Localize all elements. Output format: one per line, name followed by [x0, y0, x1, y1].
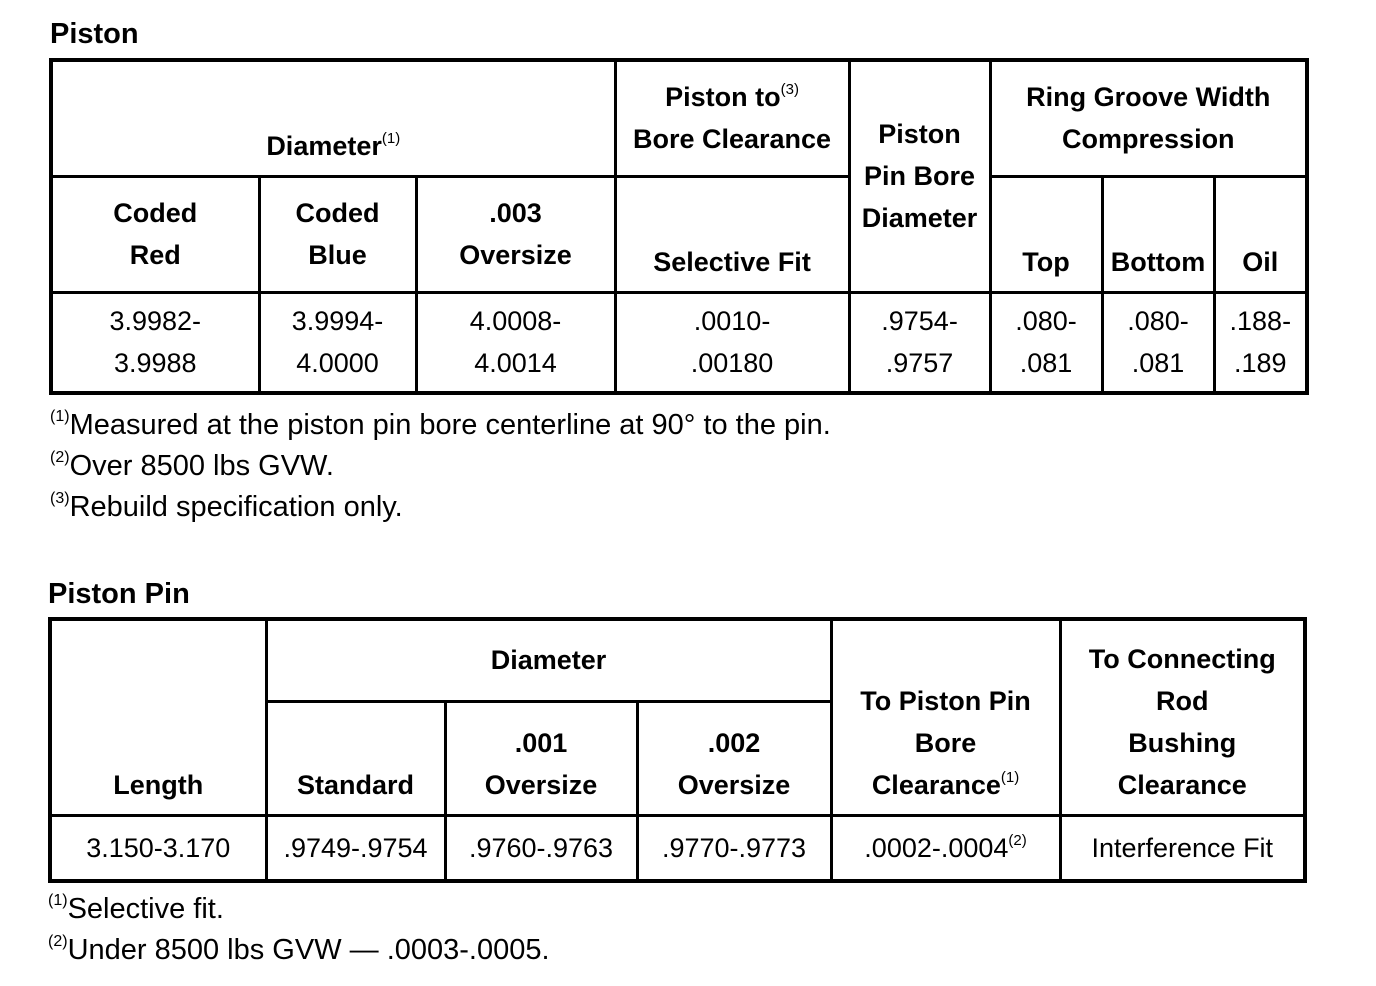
coded-blue-header: Coded Blue	[259, 176, 416, 292]
ring-bottom-header: Bottom	[1102, 176, 1214, 292]
footnote: $^{(1)}$Measured at the piston pin bore centerline at 90° to the pin.	[50, 408, 831, 441]
piston-value-row	[51, 292, 1307, 393]
standard-value: .9749-.9754	[266, 815, 445, 881]
bore-clearance-group-header: Piston $to^{(3)}$ Bore Clearance	[615, 60, 849, 176]
pin-bore-clearance-value: .0002-.0004$^{(2)}$	[831, 815, 1060, 881]
piston-pin-spec-table	[48, 617, 1307, 883]
footnote: $^{(2)}$Over 8500 lbs GVW.	[50, 449, 334, 482]
selective-fit-header: Selective Fit	[615, 176, 849, 292]
oversize-001-value: .9760-.9763	[445, 815, 637, 881]
rod-bushing-clearance-header: To Connecting Rod Bushing Clearance	[1060, 619, 1305, 815]
piston-pin-section-title: Piston Pin	[48, 578, 190, 610]
pin-bore-clearance-header: To Piston Pin Bore Clearance$^{(1)}$	[831, 619, 1060, 815]
ring-oil-header: Oil	[1214, 176, 1307, 292]
piston-footnotes	[50, 405, 831, 528]
oversize-002-header: .002 Oversize	[637, 701, 831, 815]
ring-oil-value: .188- .189	[1214, 292, 1307, 393]
selective-fit-value: .0010- .00180	[615, 292, 849, 393]
oversize-001-header: .001 Oversize	[445, 701, 637, 815]
ring-top-value: .080- .081	[990, 292, 1102, 393]
piston-section-title: Piston	[50, 18, 139, 50]
piston-spec-table	[49, 58, 1309, 395]
rod-bushing-clearance-value: Interference Fit	[1060, 815, 1305, 881]
length-value: 3.150-3.170	[50, 815, 266, 881]
coded-red-value: 3.9982- 3.9988	[51, 292, 259, 393]
ring-groove-width-header: Ring Groove Width Compression	[990, 60, 1307, 176]
oversize-003-value: 4.0008- 4.0014	[416, 292, 615, 393]
footnote: $^{(1)}$Selective fit.	[48, 892, 224, 925]
ring-bottom-value: .080- .081	[1102, 292, 1214, 393]
oversize-002-value: .9770-.9773	[637, 815, 831, 881]
oversize-003-header: .003 Oversize	[416, 176, 615, 292]
diameter-group-header: Diameter$^{(1)}$	[51, 60, 615, 176]
pin-diameter-group-header: Diameter	[266, 619, 831, 701]
coded-red-header: Coded Red	[51, 176, 259, 292]
piston-pin-value-row	[50, 815, 1305, 881]
piston-pin-footnotes	[48, 889, 550, 971]
coded-blue-value: 3.9994- 4.0000	[259, 292, 416, 393]
footnote: $^{(3)}$Rebuild specification only.	[50, 490, 403, 523]
pin-bore-diameter-value: .9754- .9757	[849, 292, 990, 393]
length-header: Length	[50, 619, 266, 815]
pin-bore-diameter-header: Piston Pin Bore Diameter	[849, 60, 990, 292]
footnote: $^{(2)}$Under 8500 lbs GVW — .0003-.0005.	[48, 933, 550, 966]
standard-header: Standard	[266, 701, 445, 815]
ring-top-header: Top	[990, 176, 1102, 292]
